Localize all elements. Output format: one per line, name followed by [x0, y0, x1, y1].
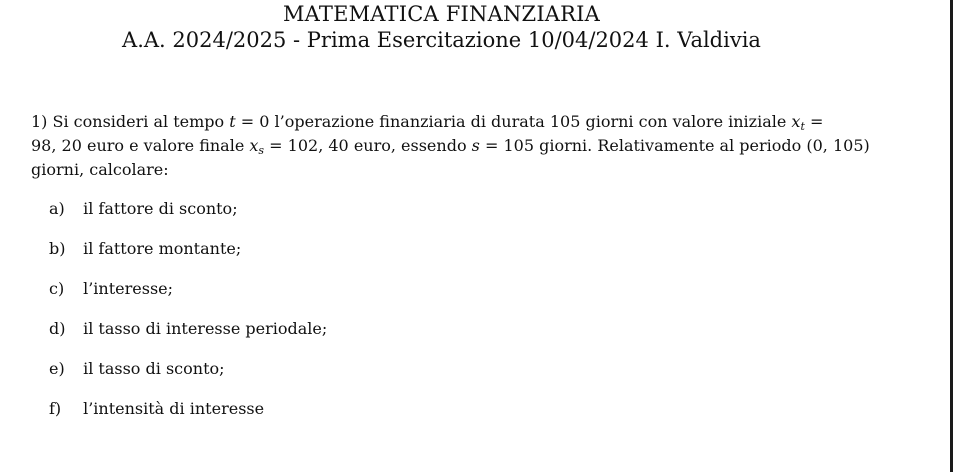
list-item: e) il tasso di sconto; — [49, 359, 225, 378]
statement-line-1: 1) Si consideri al tempo t = 0 l’operazione finanziaria di durata 105 giorni con valore iniziale $x_t$ = — [31, 112, 824, 133]
statement-line-3: giorni, calcolare: — [31, 160, 169, 179]
exercise-items-list — [49, 197, 327, 437]
list-item: a) il fattore di sconto; — [49, 199, 238, 218]
list-item: d) il tasso di interesse periodale; — [49, 319, 328, 338]
list-item: f) l’intensità di interesse — [49, 399, 265, 418]
exercise-number: 1) — [31, 112, 48, 131]
exercise-1-statement — [31, 110, 870, 182]
document-subtitle: A.A. 2024/2025 - Prima Esercitazione 10/04/2024 I. Valdivia — [122, 28, 761, 52]
document-title: MATEMATICA FINANZIARIA — [282, 2, 601, 26]
list-item: c) l’interesse; — [49, 279, 174, 298]
statement-line-2: 98, 20 euro e valore finale $x_s = 102$, 40 euro, essendo s = 105 giorni. Relativamente al periodo (0, 105) — [31, 136, 870, 157]
list-item: b) il fattore montante; — [49, 239, 242, 258]
page-edge-divider — [950, 0, 953, 472]
